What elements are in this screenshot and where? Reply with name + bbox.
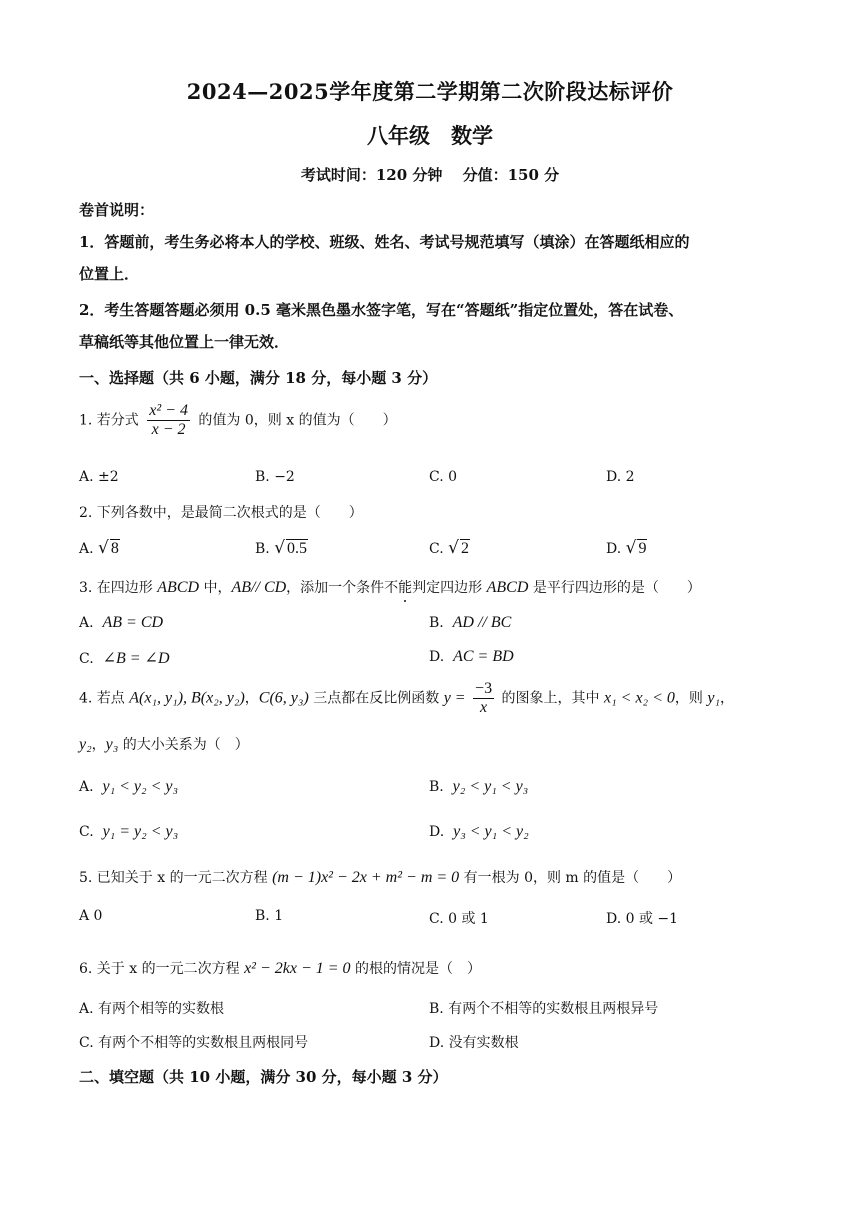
q3-text-1: 3. 在四边形 bbox=[79, 580, 158, 596]
q6-option-a: A. 有两个相等的实数根 bbox=[79, 1001, 225, 1017]
q4-option-d-label: D. bbox=[429, 824, 445, 840]
instruction-1-line-1: 1．答题前，考生务必将本人的学校、班级、姓名、考试号规范填写（填涂）在答题纸相应的 bbox=[79, 233, 690, 251]
q2-option-d-radicand: 9 bbox=[638, 540, 647, 557]
q4-option-c-value: y₁ = y₂ < y₃ bbox=[102, 823, 179, 840]
q3-option-d-value: AC = BD bbox=[453, 648, 514, 665]
q6-text-1: 6. 关于 x 的一元二次方程 bbox=[79, 961, 245, 977]
q4-line2-separator: ， bbox=[91, 737, 106, 753]
q1-option-b: B. −2 bbox=[255, 469, 295, 485]
q6-option-d: D. 没有实数根 bbox=[429, 1035, 519, 1051]
q3-option-c-value: ∠B = ∠D bbox=[102, 650, 170, 667]
q1-option-a: A. ±2 bbox=[79, 469, 119, 485]
q4-y2: y₂ bbox=[79, 736, 92, 753]
q3-option-c-label: C. bbox=[79, 651, 94, 667]
q2-option-c-label: C. bbox=[429, 541, 444, 557]
q3-condition: AB// CD bbox=[231, 579, 287, 596]
q2-option-c-radicand: 2 bbox=[460, 540, 469, 557]
q3-option-b-label: B. bbox=[429, 615, 444, 631]
q2-option-b-sqrt-icon: √ bbox=[274, 538, 286, 558]
exam-title: 2024—2025学年度第二学期第二次阶段达标评价 bbox=[186, 79, 674, 104]
question-4-line-2 bbox=[79, 734, 249, 754]
q5-option-b: B. 1 bbox=[255, 908, 284, 924]
q4-option-c bbox=[79, 823, 178, 841]
q3-emphasis: 能 bbox=[398, 580, 413, 596]
q5-equation: (m − 1)x² − 2x + m² − m = 0 bbox=[272, 869, 460, 886]
question-3 bbox=[79, 577, 701, 597]
q4-function-fraction bbox=[473, 680, 494, 717]
q4-point-c: C(6, y₃) bbox=[258, 689, 309, 707]
question-2: 2. 下列各数中，是最简二次根式的是（ ） bbox=[79, 505, 363, 521]
q4-points-ab: A(x₁, y₁), B(x₂, y₂) bbox=[129, 689, 245, 707]
q6-equation: x² − 2kx − 1 = 0 bbox=[244, 960, 351, 977]
q2-option-a-label: A. bbox=[79, 541, 94, 557]
q6-text-2: 的根的情况是（ ） bbox=[350, 961, 482, 977]
q4-function-numerator: −3 bbox=[475, 680, 493, 697]
q3-option-c bbox=[79, 648, 170, 668]
q4-option-b bbox=[429, 778, 528, 796]
q2-option-a-sqrt-icon: √ bbox=[98, 538, 109, 558]
q4-option-a-label: A. bbox=[79, 779, 94, 795]
q4-option-c-label: C. bbox=[79, 824, 94, 840]
q2-option-b-label: B. bbox=[255, 541, 270, 557]
exam-meta: 考试时间：120 分钟 分值：150 分 bbox=[300, 166, 560, 184]
q2-option-b bbox=[255, 538, 308, 558]
instruction-1-line-2: 位置上． bbox=[79, 265, 140, 283]
q1-fraction bbox=[147, 402, 190, 439]
q2-option-c bbox=[429, 538, 470, 558]
q6-option-b: B. 有两个不相等的实数根且两根异号 bbox=[429, 1001, 659, 1017]
q2-option-c-sqrt-icon: √ bbox=[448, 538, 459, 558]
q4-y1: y₁ bbox=[707, 689, 721, 707]
q2-option-a-radicand: 8 bbox=[110, 540, 119, 557]
q4-text-1: 4. 若点 bbox=[79, 690, 130, 707]
instruction-2-line-2: 草稿纸等其他位置上一律无效． bbox=[79, 333, 290, 351]
q4-function-denominator: x bbox=[480, 699, 488, 716]
q2-option-d bbox=[606, 538, 647, 558]
q4-line2-text: 的大小关系为（ ） bbox=[118, 737, 249, 753]
q1-option-c: C. 0 bbox=[429, 469, 458, 485]
q3-quad-name-2: ABCD bbox=[486, 579, 529, 596]
q4-option-a-value: y₁ < y₂ < y₃ bbox=[102, 778, 179, 795]
q3-text-4: 判定四边形 bbox=[412, 580, 487, 596]
question-1 bbox=[79, 402, 397, 439]
q3-option-d-label: D. bbox=[429, 649, 445, 665]
instructions-heading: 卷首说明： bbox=[79, 201, 155, 219]
instruction-2-line-1: 2．考生答题答题必须用 0.5 毫米黑色墨水签字笔，写在“答题纸”指定位置处，答在试卷、 bbox=[79, 301, 684, 319]
q3-text-5: 是平行四边形的是（ ） bbox=[528, 580, 701, 596]
q4-option-d-value: y₃ < y₁ < y₂ bbox=[453, 823, 529, 840]
q6-option-c: C. 有两个不相等的实数根且两根同号 bbox=[79, 1035, 309, 1051]
q5-option-d: D. 0 或 −1 bbox=[606, 911, 679, 927]
q5-text-1: 5. 已知关于 x 的一元二次方程 bbox=[79, 870, 273, 886]
q5-option-c: C. 0 或 1 bbox=[429, 911, 489, 927]
q3-option-b-value: AD // BC bbox=[452, 614, 512, 631]
q4-text-5: ， bbox=[720, 690, 735, 707]
q2-option-a bbox=[79, 538, 120, 558]
q5-text-2: 有一根为 0，则 m 的值是（ ） bbox=[459, 870, 682, 886]
q4-text-4: ，则 bbox=[674, 690, 708, 707]
q2-option-d-label: D. bbox=[606, 541, 622, 557]
q3-option-b bbox=[429, 614, 511, 632]
q3-text-3: ，添加一个条件不 bbox=[286, 580, 399, 596]
q1-option-d: D. 2 bbox=[606, 469, 635, 485]
q4-separator: ， bbox=[244, 690, 259, 707]
q4-y3: y₃ bbox=[105, 736, 119, 753]
q1-prefix: 1. 若分式 bbox=[79, 412, 139, 429]
exam-subtitle: 八年级 数学 bbox=[367, 123, 493, 148]
q2-option-d-sqrt-icon: √ bbox=[625, 538, 637, 558]
q4-option-b-label: B. bbox=[429, 779, 444, 795]
q5-option-a: A 0 bbox=[79, 908, 103, 924]
q3-quad-name: ABCD bbox=[157, 579, 200, 596]
section-1-heading: 一、选择题（共 6 小题，满分 18 分，每小题 3 分） bbox=[79, 369, 438, 387]
q4-function-lhs: y = bbox=[443, 689, 466, 707]
q2-option-b-radicand: 0.5 bbox=[287, 540, 308, 557]
q4-option-b-value: y₂ < y₁ < y₃ bbox=[452, 778, 529, 795]
q4-condition: x₁ < x₂ < 0 bbox=[603, 689, 675, 707]
q3-option-a-value: AB = CD bbox=[102, 614, 164, 631]
q4-option-a bbox=[79, 778, 178, 796]
question-5 bbox=[79, 867, 681, 887]
q1-fraction-numerator: x² − 4 bbox=[149, 402, 188, 419]
question-4-line-1 bbox=[79, 680, 734, 717]
q4-option-d bbox=[429, 823, 529, 841]
q4-text-3: 的图象上，其中 bbox=[497, 690, 604, 707]
section-2-heading: 二、填空题（共 10 小题，满分 30 分，每小题 3 分） bbox=[79, 1068, 448, 1086]
q3-option-d bbox=[429, 648, 514, 666]
q3-text-2: 中， bbox=[199, 580, 232, 596]
question-6 bbox=[79, 958, 481, 978]
q1-fraction-denominator: x − 2 bbox=[151, 421, 186, 438]
q3-option-a bbox=[79, 614, 163, 632]
q3-option-a-label: A. bbox=[79, 615, 94, 631]
q4-text-2: 三点都在反比例函数 bbox=[308, 690, 444, 707]
q1-suffix: 的值为 0，则 x 的值为（ ） bbox=[198, 412, 397, 429]
